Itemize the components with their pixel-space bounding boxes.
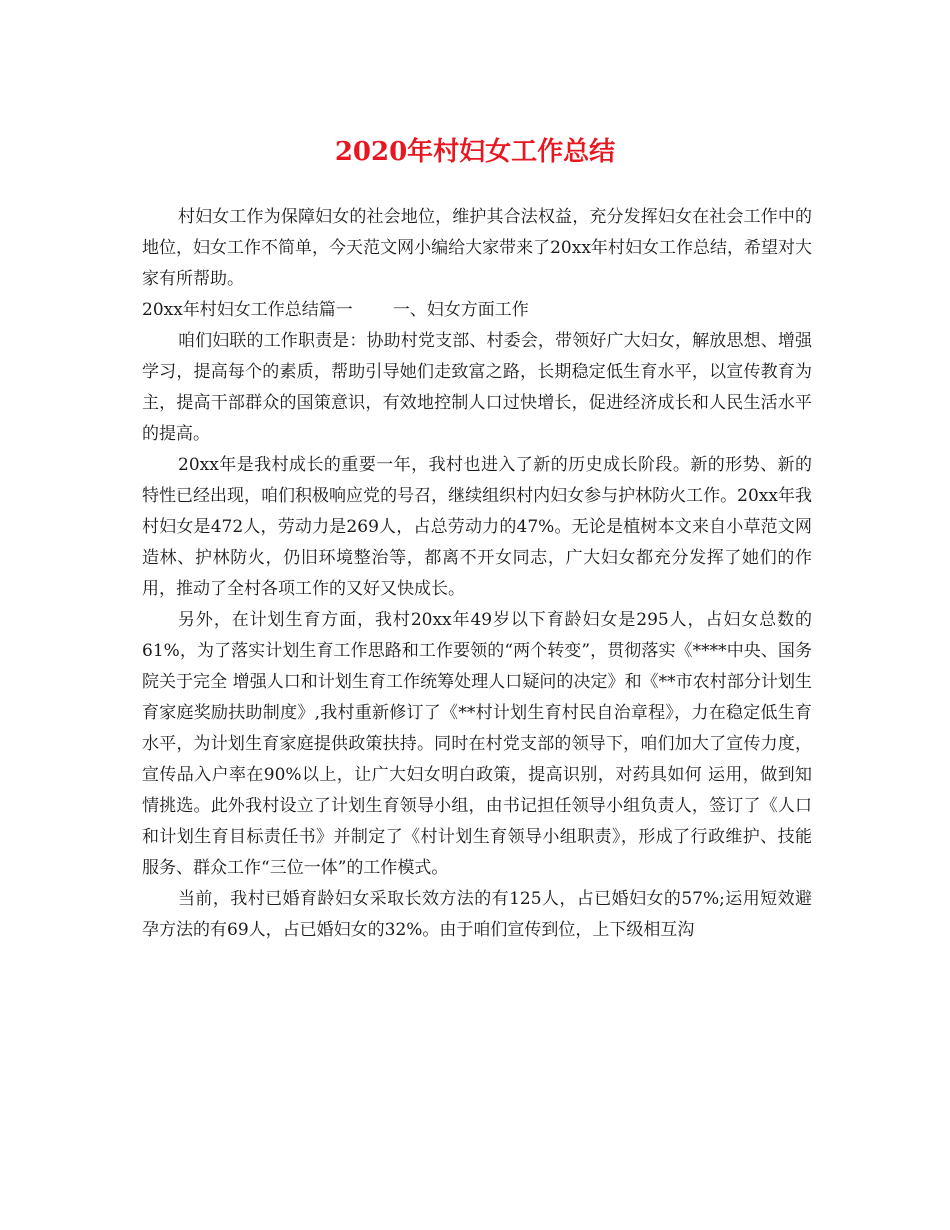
section-heading-left: 20xx年村妇女工作总结篇一 — [142, 300, 353, 320]
body-paragraph-family-planning: 另外，在计划生育方面，我村20xx年49岁以下育龄妇女是295人，占妇女总数的61%，为了落实计划生育工作思路和工作要领的“两个转变”，贯彻落实《****中央、国务院关于完全 增强人口和计划生育工作统筹处理人口疑问的决定》和《**市农村部分计划生育家庭奖励扶助制度》,我村重新修订了《**村计划生育村民自治章程》，力在稳定低生育水平，为计划生育家庭提供政策扶持。同时在村党支部的领导下，咱们加大了宣传力度，宣传品入户率在90%以上，让广大妇女明白政策，提高识别，对药具如何 运用，做到知情挑选。此外我村设立了计划生育领导小组，由书记担任领导小组负责人，签订了《人口和计划生育目标责任书》并制定了《村计划生育领导小组职责》，形成了行政维护、技能服务、群众工作“三位一体”的工作模式。 — [142, 610, 812, 878]
document-title: 2020年村妇女工作总结 — [334, 137, 616, 167]
body-paragraph-year-overview: 20xx年是我村成长的重要一年，我村也进入了新的历史成长阶段。新的形势、新的特性已经出现，咱们积极响应党的号召，继续组织村内妇女参与护林防火工作。20xx年我村妇女是472人，劳动力是269人，占总劳动力的47%。无论是植树本文来自小草范文网造林、护林防火，仍旧环境整治等，都离不开女同志，广大妇女都充分发挥了她们的作用，推动了全村各项工作的又好又快成长。 — [142, 455, 812, 599]
intro-paragraph: 村妇女工作为保障妇女的社会地位，维护其合法权益，充分发挥妇女在社会工作中的地位，妇女工作不简单，今天范文网小编给大家带来了20xx年村妇女工作总结，希望对大家有所帮助。 — [142, 207, 812, 289]
document-body — [142, 202, 812, 946]
body-paragraph-duties: 咱们妇联的工作职责是：协助村党支部、村委会，带领好广大妇女，解放思想、增强学习，提高每个的素质，帮助引导她们走致富之路，长期稳定低生育水平，以宣传教育为主，提高干部群众的国策意识，有效地控制人口过快增长，促进经济成长和人民生活水平的提高。 — [142, 331, 812, 444]
body-paragraph-contraception: 当前，我村已婚育龄妇女采取长效方法的有125人，占已婚妇女的57%;运用短效避孕方法的有69人，占已婚妇女的32%。由于咱们宣传到位，上下级相互沟 — [142, 889, 812, 940]
section-heading-right: 一、妇女方面工作 — [392, 300, 529, 320]
section-heading — [142, 295, 812, 326]
